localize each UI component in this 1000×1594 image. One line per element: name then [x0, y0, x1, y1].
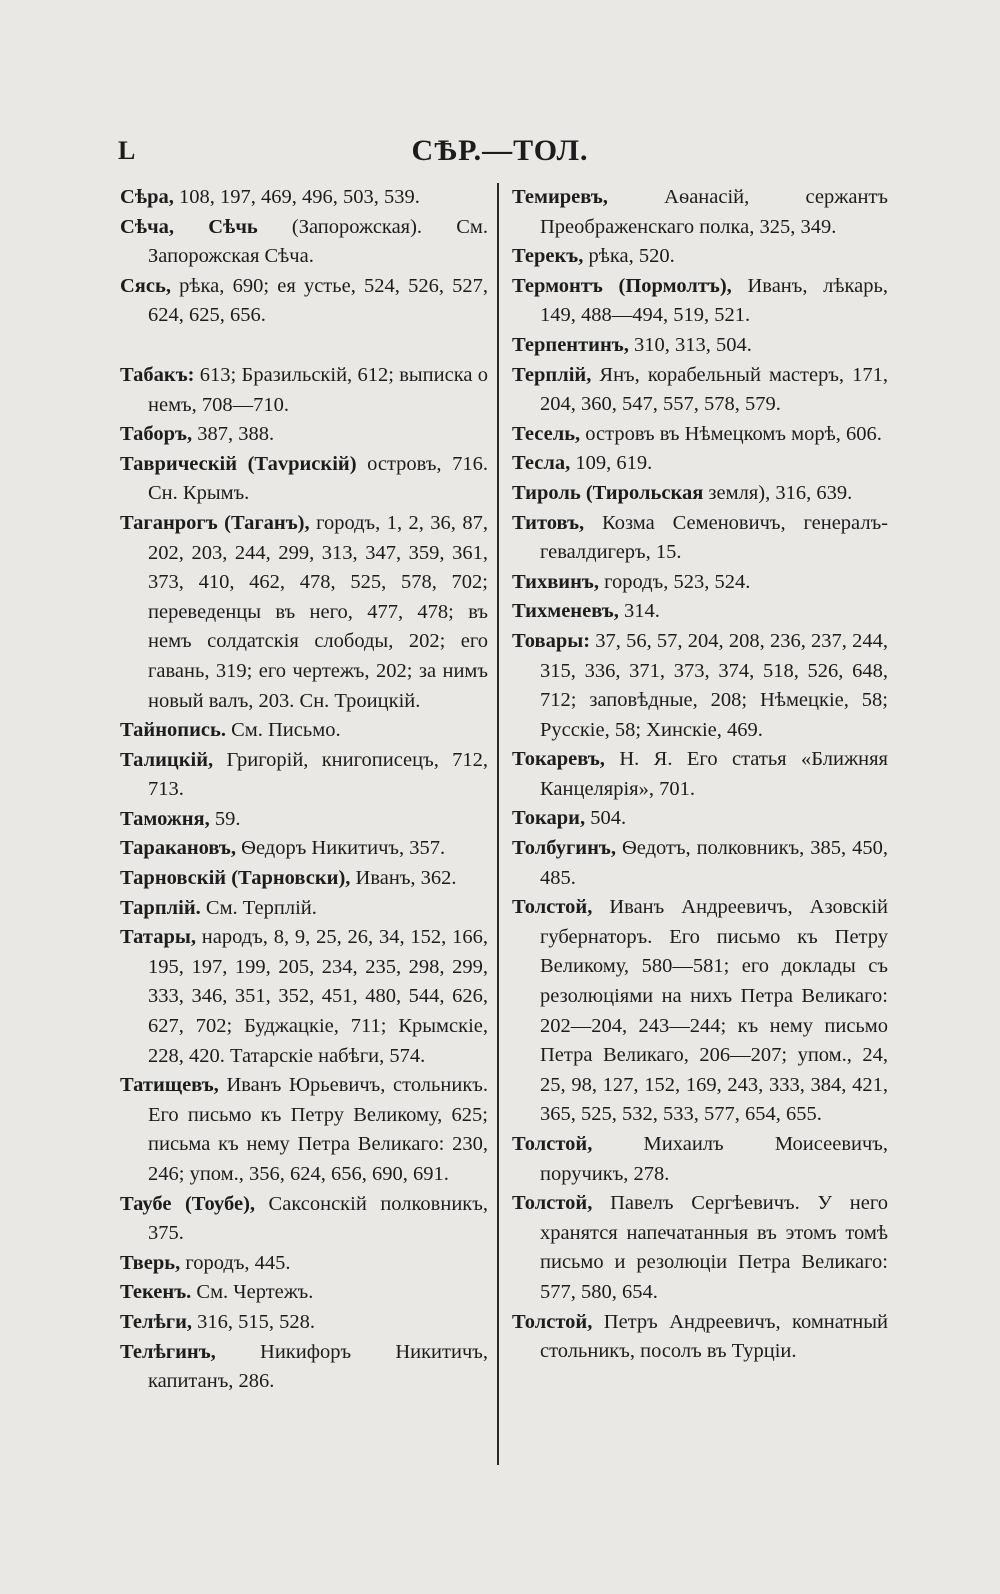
entry-text: 504.: [585, 807, 627, 830]
index-entry: [120, 509, 488, 716]
entry-headword: Тверь,: [120, 1251, 181, 1274]
entry-text: Ѳедоръ Никитичъ, 357.: [236, 837, 446, 860]
index-entry: [512, 420, 888, 450]
entry-text: Иванъ, лѣкарь, 149, 488—494, 519, 521.: [540, 274, 888, 327]
entry-headword: Толстой,: [512, 1310, 593, 1333]
entry-text: Петръ Андреевичъ, комнатный стольникъ, посолъ въ Турціи.: [540, 1310, 888, 1363]
index-entry: [120, 1249, 488, 1279]
entry-text: Янъ, корабельный мастеръ, 171, 204, 360, 547, 557, 578, 579.: [540, 363, 888, 416]
index-entry: [512, 1130, 888, 1189]
entry-headword: Таможня,: [120, 807, 210, 830]
index-entry: [512, 183, 888, 242]
index-entry: [512, 331, 888, 361]
entry-text: Михаилъ Моисеевичъ, поручикъ, 278.: [540, 1133, 888, 1185]
entry-headword: Токари,: [512, 807, 586, 830]
column-divider: [497, 183, 499, 1465]
index-entry: [120, 1278, 488, 1308]
entry-text: Иванъ Юрьевичъ, стольникъ. Его письмо къ Петру Великому, 625; письма къ нему Петра Великаго: 230, 246; упом., 356, 624, 656, 690, 691.: [148, 1074, 488, 1185]
entry-headword: Толбугинъ,: [512, 837, 616, 860]
entry-headword: Товары:: [512, 629, 591, 652]
index-entry: [512, 568, 888, 598]
entry-headword: Тесель,: [512, 422, 581, 445]
index-entry: [512, 597, 888, 627]
entry-text: Никифоръ Никитичъ, капитанъ, 286.: [148, 1340, 488, 1393]
entry-headword: Тихвинъ,: [512, 570, 599, 593]
index-entry: [512, 834, 888, 893]
index-entry: [120, 361, 488, 420]
index-entry: [512, 272, 888, 331]
entry-text: Саксонскій полковникъ, 375.: [148, 1192, 488, 1245]
entry-headword: Тесла,: [512, 452, 571, 475]
index-entry: [120, 420, 488, 450]
entry-headword: Тайнопись.: [120, 719, 226, 742]
entry-headword: Тихменевъ,: [512, 600, 619, 623]
entry-text: 108, 197, 469, 496, 503, 539.: [173, 186, 420, 208]
entry-headword: Темиревъ,: [512, 186, 608, 208]
entry-text: 37, 56, 57, 204, 208, 236, 237, 244, 315, 336, 371, 373, 374, 518, 526, 648, 712; заповѣдные, 208; Нѣмецкіе, 58; Русскіе, 58; Хинскіе, 469.: [540, 629, 888, 741]
index-entry: [120, 450, 488, 509]
entry-headword: Татищевъ,: [120, 1074, 219, 1097]
entry-headword: Сѣча, Сѣчь: [120, 215, 258, 238]
entry-text: городъ, 523, 524.: [599, 570, 751, 593]
entry-headword: Толстой,: [512, 896, 593, 919]
index-entry: [512, 479, 888, 509]
entry-headword: Таракановъ,: [120, 837, 237, 860]
entry-text: Иванъ, 362.: [350, 867, 457, 890]
index-entry: [512, 361, 888, 420]
index-entry: [120, 1190, 488, 1249]
entry-headword: Терплій,: [512, 363, 592, 386]
index-entry: [120, 805, 488, 835]
entry-text: 316, 515, 528.: [192, 1310, 316, 1333]
entry-text: островъ въ Нѣмецкомъ морѣ, 606.: [580, 422, 882, 445]
entry-text: Григорій, книгописецъ, 712, 713.: [148, 748, 488, 801]
entry-text: Н. Я. Его статья «Ближняя Канцелярія», 701.: [540, 748, 888, 800]
entry-headword: Терекъ,: [512, 245, 584, 268]
entry-text: 314.: [618, 600, 660, 623]
entry-text: 109, 619.: [570, 452, 653, 475]
entry-text: См. Терплій.: [200, 896, 317, 919]
entry-headword: Толстой,: [512, 1192, 593, 1215]
entry-headword: Татары,: [120, 926, 196, 949]
entry-headword: Тарплій.: [120, 896, 201, 919]
entry-headword: Таборъ,: [120, 423, 193, 446]
index-entry: [512, 627, 888, 745]
index-entry: [120, 923, 488, 1071]
index-entry: [120, 716, 488, 746]
entry-text: 310, 313, 504.: [628, 333, 752, 356]
entry-headword: Телѣгинъ,: [120, 1340, 216, 1363]
index-entry: [120, 1308, 488, 1338]
entry-text: городъ, 445.: [180, 1251, 291, 1274]
index-entry: [120, 864, 488, 894]
entry-text: 387, 388.: [192, 423, 275, 446]
index-entry: [512, 745, 888, 804]
index-entry: [120, 272, 488, 331]
entry-headword: Таврическій (Таvрискій): [120, 452, 357, 475]
entry-headword: Терпентинъ,: [512, 333, 629, 356]
entry-headword: Толстой,: [512, 1133, 593, 1155]
entry-text: народъ, 8, 9, 25, 26, 34, 152, 166, 195, 197, 199, 205, 234, 235, 298, 299, 333, 346, 351, 352, 451, 480, 544, 626, 627, 702; Буджацкіе, 711; Крымскіе, 228, 420. Татарскіе набѣги, 574.: [148, 926, 488, 1067]
index-entry: [120, 1338, 488, 1397]
entry-text: островъ, 716. Сн. Крымъ.: [148, 452, 488, 505]
index-entry: [512, 242, 888, 272]
entry-text: 59.: [209, 807, 241, 830]
entry-headword: Талицкій,: [120, 748, 214, 771]
entry-headword: Текенъ.: [120, 1281, 192, 1304]
entry-text: городъ, 1, 2, 36, 87, 202, 203, 244, 299, 313, 347, 359, 361, 373, 410, 462, 478, 525, 578, 702; переведенцы въ него, 477, 478; въ немъ солдатскія слободы, 202; его гавань, 319; его чертежъ, 202; за нимъ новый валъ, 203. Сн. Троицкій.: [148, 511, 488, 712]
entry-text: земля), 316, 639.: [703, 481, 853, 504]
entry-text: Аѳанасій, сержантъ Преображенскаго полка, 325, 349.: [540, 186, 888, 238]
index-entry: [120, 213, 488, 272]
page-number: L: [118, 136, 136, 165]
entry-text: (Запорожская). См. Запорожская Сѣча.: [148, 215, 488, 268]
index-entry: [512, 804, 888, 834]
index-entry: [120, 894, 488, 924]
letter-gap: [120, 331, 488, 361]
entry-headword: Сясь,: [120, 274, 171, 297]
entry-headword: Тарновскій (Тарновски),: [120, 867, 351, 890]
entry-text: Иванъ Андреевичъ, Азовскій губернаторъ. Его письмо къ Петру Великому, 580—581; его доклады съ резолюціями на нихъ Петра Великаго: 202—204, 243—244; къ нему письмо Петра Великаго, 206—207; упом., 24, 25, 98, 127, 152, 169, 243, 333, 384, 421, 365, 525, 532, 533, 577, 654, 655.: [540, 896, 888, 1126]
entry-text: Павелъ Сергѣевичъ. У него хранятся напечатанныя въ этомъ томѣ письмо и резолюціи Петра Великаго: 577, 580, 654.: [540, 1192, 888, 1303]
index-entry: [512, 1308, 888, 1367]
entry-text: рѣка, 520.: [583, 245, 675, 268]
index-entry: [512, 1189, 888, 1307]
index-entry: [120, 834, 488, 864]
entry-headword: Тироль (Тирольская: [512, 481, 704, 504]
entry-text: См. Письмо.: [225, 719, 341, 742]
index-entry: [120, 1071, 488, 1189]
entry-text: Козма Семеновичъ, генералъ-гевалдигеръ, 15.: [540, 511, 888, 564]
entry-text: См. Чертежъ.: [191, 1281, 314, 1304]
entry-headword: Табакъ:: [120, 363, 195, 386]
entry-headword: Таганрогъ (Таганъ),: [120, 511, 310, 534]
entry-headword: Титовъ,: [512, 511, 585, 534]
entry-headword: Термонтъ (Пормолтъ),: [512, 274, 732, 297]
left-column: [120, 183, 488, 1397]
index-entry: [120, 183, 488, 213]
entry-headword: Токаревъ,: [512, 748, 605, 771]
entry-headword: Сѣра,: [120, 186, 174, 208]
index-entry: [512, 449, 888, 479]
right-column: [512, 183, 888, 1367]
entry-headword: Таубе (Тоубе),: [120, 1192, 256, 1215]
index-entry: [120, 746, 488, 805]
index-entry: [512, 893, 888, 1130]
running-head: СѢР.—ТОЛ.: [411, 134, 589, 167]
entry-text: Ѳедотъ, полковникъ, 385, 450, 485.: [540, 837, 888, 889]
entry-headword: Телѣги,: [120, 1310, 193, 1333]
index-entry: [512, 509, 888, 568]
entry-text: 613; Бразильскій, 612; выписка о немъ, 708—710.: [148, 363, 488, 416]
entry-text: рѣка, 690; ея устье, 524, 526, 527, 624, 625, 656.: [148, 274, 488, 327]
page-header: [0, 134, 1000, 174]
